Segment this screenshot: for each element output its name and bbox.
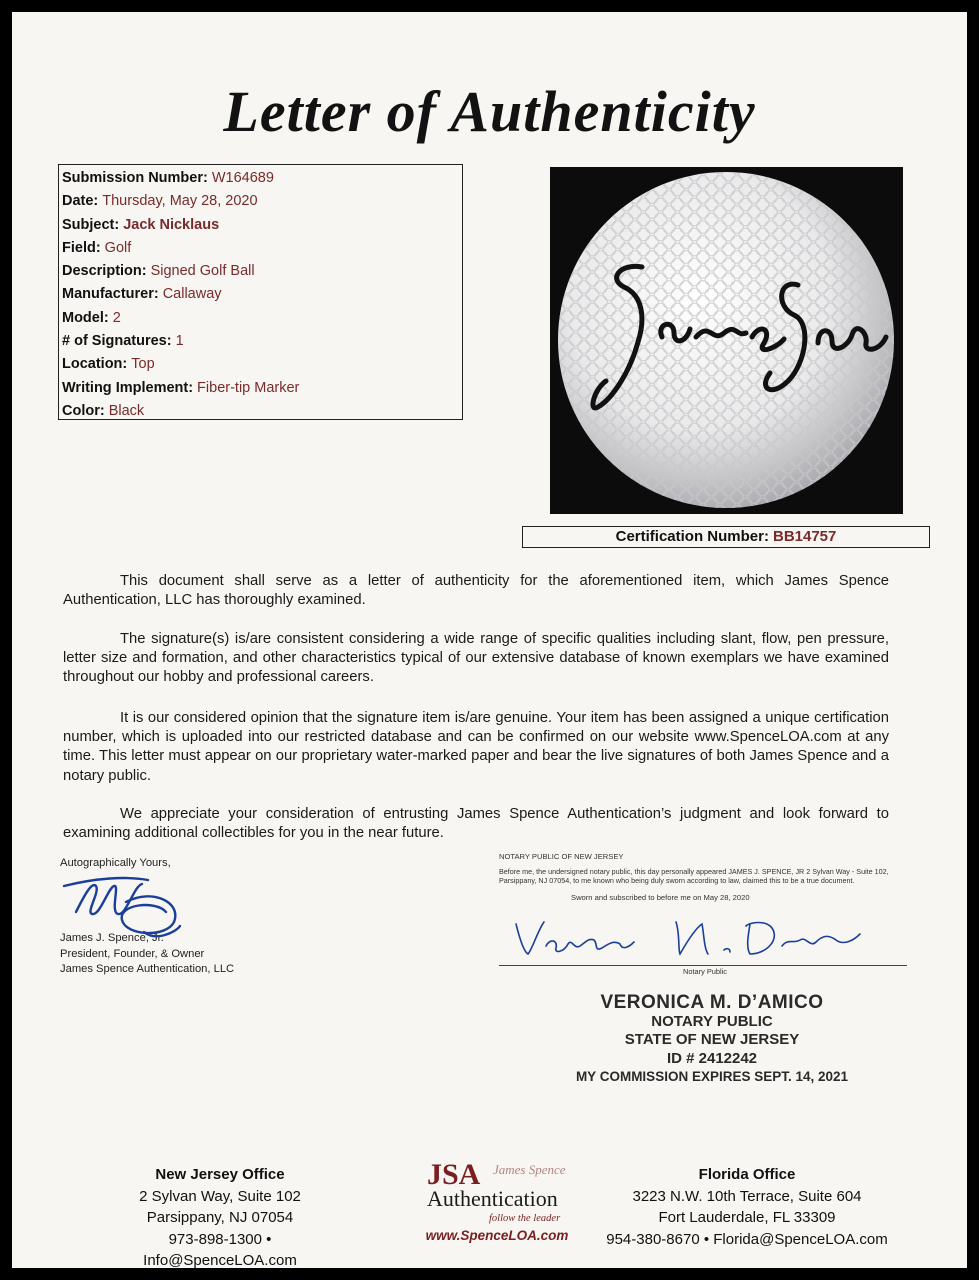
notary-signature-line: [499, 965, 907, 966]
info-label: # of Signatures:: [62, 333, 172, 350]
info-value: 2: [112, 309, 121, 326]
info-row: [62, 307, 462, 330]
notary-block: [499, 852, 919, 976]
info-row: [62, 353, 462, 376]
stamp-title: NOTARY PUBLIC: [651, 1012, 773, 1030]
logo-mark-text: JSA: [427, 1158, 481, 1191]
notary-signature: [510, 910, 870, 960]
closing-text: Autographically Yours,: [60, 857, 171, 869]
letter-page: [12, 12, 967, 1268]
certification-number-box: [522, 526, 930, 548]
info-row: [62, 283, 462, 306]
info-row: [62, 167, 462, 190]
jsa-logo: [397, 1154, 597, 1249]
certification-value: BB14757: [772, 528, 837, 545]
fl-office-address: 3223 N.W. 10th Terrace, Suite 604: [632, 1187, 862, 1205]
fl-office-title: Florida Office: [698, 1166, 796, 1183]
info-row: [62, 260, 462, 283]
info-value: W164689: [211, 170, 274, 186]
fl-office-contact: 954-380-8670 • Florida@SpenceLOA.com: [606, 1230, 888, 1248]
info-label: Model:: [62, 309, 109, 326]
info-value: 1: [175, 333, 184, 350]
info-row: [62, 377, 462, 400]
paragraph-2: The signature(s) is/are consistent considering a wide range of specific qualities including slant, flow, pen pressure, letter size and formation, and other characteristics typical of our extensive database of known exemplars we have examined throughout our hobby and professional careers.: [63, 631, 889, 686]
certification-label: Certification Number:: [615, 528, 769, 545]
info-label: Color:: [62, 402, 105, 419]
signer-name: James J. Spence, Jr.: [60, 932, 164, 945]
info-value: Thursday, May 28, 2020: [102, 193, 258, 210]
info-label: Manufacturer:: [62, 286, 159, 303]
page-title: Letter of Authenticity: [223, 79, 756, 144]
james-spence-signature: [56, 872, 196, 942]
stamp-name: VERONICA M. D’AMICO: [600, 992, 824, 1013]
stamp-id: ID # 2412242: [666, 1049, 758, 1067]
info-value: Jack Nicklaus: [123, 216, 220, 233]
nj-office-title: New Jersey Office: [155, 1166, 285, 1183]
info-label: Date:: [62, 193, 99, 210]
nj-office-city: Parsippany, NJ 07054: [146, 1209, 294, 1226]
info-row: [62, 214, 462, 237]
info-value: Black: [108, 402, 145, 419]
notary-stamp: [572, 994, 852, 1087]
paragraph-4: We appreciate your consideration of entrusting James Spence Authentication’s judgment and look forward to examining additional collectibles for you in the near future.: [63, 806, 889, 842]
notary-statement: Before me, the undersigned notary public, this day personally appeared JAMES J. SPENCE, JR 2 Sylvan Way - Suite 102, Parsippany, NJ 07054, to me known who being duly sworn according to law, claimed this to be a true document.: [499, 867, 889, 886]
info-row: [62, 330, 462, 353]
nj-office-address: 2 Sylvan Way, Suite 102: [139, 1187, 301, 1205]
info-label: Location:: [62, 356, 128, 373]
info-value: Top: [131, 356, 155, 373]
info-value: Golf: [104, 239, 132, 256]
info-value: Signed Golf Ball: [150, 263, 255, 280]
notary-header: NOTARY PUBLIC OF NEW JERSEY: [499, 852, 624, 861]
info-row: [62, 237, 462, 260]
notary-caption: Notary Public: [683, 967, 727, 976]
signer-role: President, Founder, & Owner: [60, 947, 205, 960]
jsa-logo-mark: [397, 1154, 597, 1228]
info-value: Fiber-tip Marker: [197, 379, 300, 396]
info-value: Callaway: [162, 286, 222, 303]
item-info-box: [58, 164, 463, 420]
golf-ball-image: [550, 167, 903, 514]
signer-company: James Spence Authentication, LLC: [60, 962, 235, 975]
notary-sworn-text: Sworn and subscribed to before me on May 28, 2020: [571, 893, 750, 903]
fl-office-city: Fort Lauderdale, FL 33309: [658, 1209, 836, 1226]
paragraph-3: It is our considered opinion that the signature item is/are genuine. Your item has been assigned a unique certification number, which is uploaded into our restricted database and can be confirmed on our website www.SpenceLOA.com at any time. This letter must appear on our proprietary water-marked paper and bear the live signatures of both James Spence and a notary public.: [63, 710, 889, 784]
logo-sub-text: James Spence: [493, 1162, 566, 1177]
info-label: Field:: [62, 239, 101, 256]
info-row: [62, 400, 462, 423]
info-label: Subject:: [62, 216, 120, 233]
info-label: Writing Implement:: [62, 379, 194, 396]
paragraph-1: This document shall serve as a letter of authenticity for the aforementioned item, which James Spence Authentication, LLC has thoroughly examined.: [63, 573, 889, 609]
info-label: Description:: [62, 263, 147, 280]
info-label: Submission Number:: [62, 170, 208, 186]
logo-tagline: follow the leader: [489, 1213, 561, 1224]
logo-word-text: Authentication: [427, 1186, 558, 1211]
footer-florida-office: [602, 1164, 892, 1250]
logo-url: www.SpenceLOA.com: [425, 1228, 569, 1243]
info-row: [62, 190, 462, 213]
signed-golf-ball-photo: [550, 167, 903, 514]
footer-new-jersey-office: [108, 1164, 332, 1268]
nj-office-contact: 973-898-1300 • Info@SpenceLOA.com: [143, 1230, 297, 1268]
stamp-state: STATE OF NEW JERSEY: [624, 1031, 800, 1048]
stamp-expiration: MY COMMISSION EXPIRES SEPT. 14, 2021: [575, 1069, 849, 1084]
